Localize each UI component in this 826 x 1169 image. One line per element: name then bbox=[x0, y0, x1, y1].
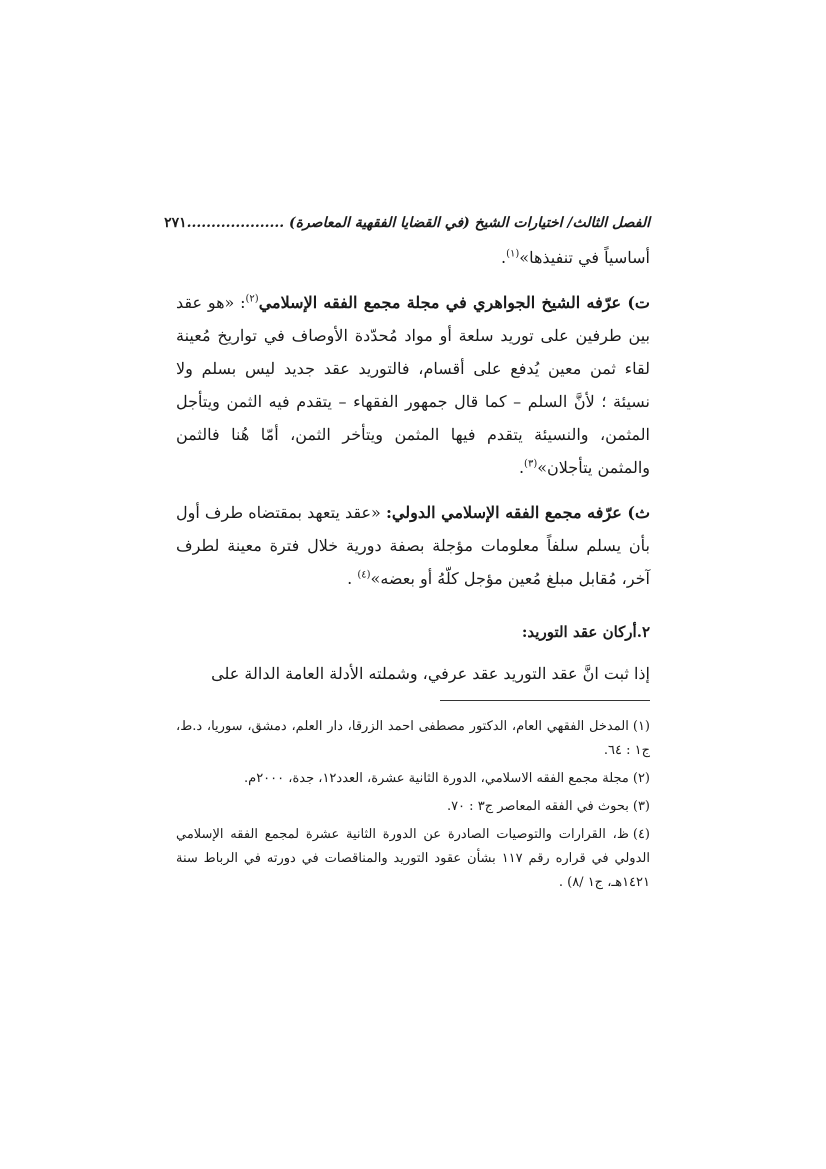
footnote-rule-wrap bbox=[176, 690, 650, 715]
footnotes bbox=[176, 715, 650, 895]
chapter-title bbox=[187, 211, 650, 235]
footnote-1 bbox=[176, 715, 650, 763]
footnote-text: مجلة مجمع الفقه الاسلامي، الدورة الثانية عشرة، العدد١٢، جدة، ٢٠٠٠م. bbox=[244, 771, 629, 786]
definition-th-label: ث) عرّفه مجمع الفقه الإسلامي الدولي: bbox=[385, 503, 651, 522]
footnote-separator bbox=[440, 700, 650, 701]
footnote-3 bbox=[176, 795, 650, 819]
definition-t-text: : «هو عقد بين طرفين على توريد سلعة أو مواد مُحدّدة الأوصاف في تواريخ مُعينة لقاء ثمن معين يُدفع على أقسام، فالتوريد عقد جديد ليس بسلم ولا نسيئة ؛ لأنَّ السلم – كما قال جمهور الفقهاء – يتقدم فيه الثمن ويتأجل المثمن، والنسيئة يتقدم فيها المثمن ويتأخر الثمن، أمّا هُنا فالثمن والمثمن يتأجلان» bbox=[176, 293, 650, 477]
footnote-number: (١) bbox=[632, 719, 650, 734]
definition-t-label: ت) عرّفه الشيخ الجواهري في مجلة مجمع الفقه الإسلامي bbox=[258, 293, 650, 312]
running-header bbox=[164, 211, 650, 235]
dot-leader: .................... bbox=[186, 215, 285, 231]
spacer bbox=[176, 274, 650, 286]
footnote-number: (٤) bbox=[632, 827, 650, 842]
paragraph-continuation bbox=[176, 241, 650, 274]
footnote-text: ظ، القرارات والتوصيات الصادرة عن الدورة الثانية عشرة لمجمع الفقه الإسلامي الدولي في قراره رقم ١١٧ بشأن عقود التوريد والمناقصات في دورته في الرباط سنة ١٤٢١هـ، ج١ /٨) . bbox=[176, 827, 650, 890]
definition-t-end: . bbox=[518, 458, 525, 477]
continuation-text: أساسياً في تنفيذها» bbox=[519, 248, 650, 267]
footnote-ref-4: (٤) bbox=[357, 569, 371, 581]
footnote-2 bbox=[176, 767, 650, 791]
section-heading: ٢.أركان عقد التوريد: bbox=[521, 623, 650, 641]
footnote-text: المدخل الفقهي العام، الدكتور مصطفى احمد الزرقا، دار العلم، دمشق، سوريا، د.ط، ج١ : ٦٤. bbox=[176, 719, 650, 758]
footnote-text: بحوث في الفقه المعاصر ج٣ : ٧٠. bbox=[446, 799, 629, 814]
footnote-number: (٢) bbox=[632, 771, 650, 786]
section-paragraph: إذا ثبت انَّ عقد التوريد عقد عرفي، وشملته الأدلة العامة الدالة على bbox=[211, 664, 650, 683]
footnote-ref-2: (٢) bbox=[245, 293, 259, 305]
definition-t-paragraph bbox=[176, 286, 650, 484]
footnote-4 bbox=[176, 823, 650, 895]
footnote-ref-3: (٣) bbox=[524, 458, 538, 470]
definition-th-end: . bbox=[347, 569, 358, 588]
definition-th-text: «عقد يتعهد بمقتضاه طرف أول بأن يسلم سلفاً معلومات مؤجلة بصفة دورية خلال فترة معينة لطرف آخر، مُقابل مبلغ مُعين مؤجل كلّهُ أو بعضه» bbox=[176, 503, 650, 588]
definition-th-paragraph bbox=[176, 496, 650, 595]
continuation-end: . bbox=[501, 248, 507, 267]
chapter-title-text: الفصل الثالث/ اختيارات الشيخ (في القضايا الفقهية المعاصرة) bbox=[289, 215, 650, 231]
spacer bbox=[176, 484, 650, 496]
book-page bbox=[164, 211, 651, 899]
page-number: ٢٧١ bbox=[164, 215, 187, 231]
footnote-number: (٣) bbox=[632, 799, 650, 814]
footnote-ref-1: (١) bbox=[506, 248, 520, 260]
